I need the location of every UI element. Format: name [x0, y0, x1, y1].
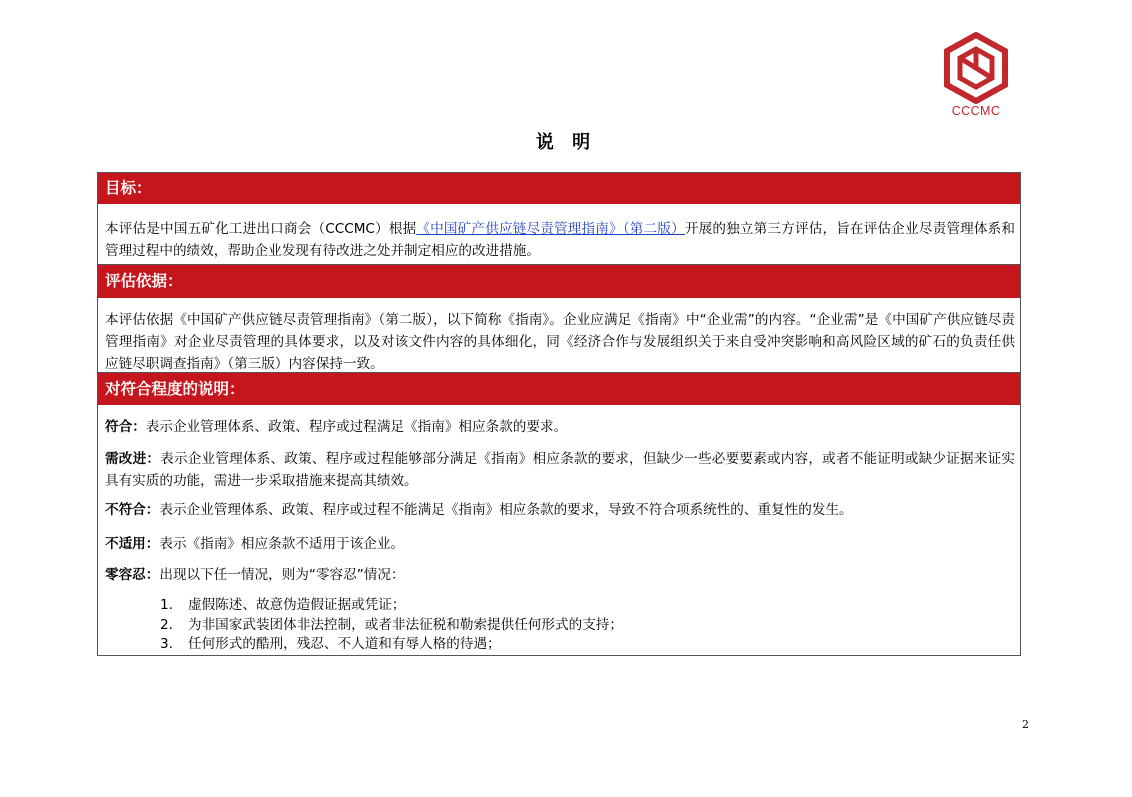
- cccmc-logo-mark: [940, 32, 1012, 104]
- page-number: 2: [1022, 718, 1029, 731]
- section-heading-basis: 评估依据：: [98, 265, 1020, 298]
- content-box: [97, 172, 1021, 656]
- section-heading-conformity: 对符合程度的说明：: [98, 373, 1020, 405]
- zero-tolerance-list: [160, 596, 623, 655]
- definition-conform: 符合：表示企业管理体系、政策、程序或过程满足《指南》相应条款的要求。: [105, 419, 568, 435]
- section-heading-objective: 目标：: [98, 173, 1020, 204]
- definition-zero-tolerance: 零容忍：出现以下任一情况，则为“零容忍”情况：: [105, 567, 405, 583]
- page-title: 说 明: [535, 132, 597, 153]
- list-item: 3. 任何形式的酷刑，残忍、不人道和有辱人格的待遇；: [160, 636, 501, 652]
- section-body-basis: 本评估依据《中国矿产供应链尽责管理指南》（第二版），以下简称《指南》。企业应满足《指南》中“企业需”的内容。“企业需”是《中国矿产供应链尽责管理指南》对企业尽责管理的具体要求，以及对该文件内容的具体细化，同《经济合作与发展组织关于来自受冲突影响和高风险区域的矿石的负责任供应链尽职调查指南》（第三版）内容保持一致。: [105, 312, 1015, 372]
- list-item: 1. 虚假陈述、故意伪造假证据或凭证；: [160, 597, 406, 613]
- list-item: 2. 为非国家武装团体非法控制，或者非法征税和勒索提供任何形式的支持；: [160, 616, 623, 633]
- definition-nonconform: 不符合：表示企业管理体系、政策、程序或过程不能满足《指南》相应条款的要求，导致不符合项系统性的、重复性的发生。: [105, 502, 853, 518]
- definition-needs-improvement: 需改进：表示企业管理体系、政策、程序或过程能够部分满足《指南》相应条款的要求，但缺少一些必要要素或内容，或者不能证明或缺少证据来证实具有实质的功能，需进一步采取措施来提高其绩效。: [105, 451, 1016, 489]
- definition-not-applicable: 不适用：表示《指南》相应条款不适用于该企业。: [105, 536, 405, 552]
- cccmc-logo: [940, 32, 1012, 122]
- guideline-link[interactable]: 《中国矿产供应链尽责管理指南》（第二版）: [416, 221, 685, 237]
- section-body-objective: 本评估是中国五矿化工进出口商会（CCCMC）根据《中国矿产供应链尽责管理指南》（第二版）开展的独立第三方评估，旨在评估企业尽责管理体系和管理过程中的绩效，帮助企业发现有待改进之处并制定相应的改进措施。: [105, 221, 1015, 259]
- logo-text: CCCMC: [951, 104, 1001, 118]
